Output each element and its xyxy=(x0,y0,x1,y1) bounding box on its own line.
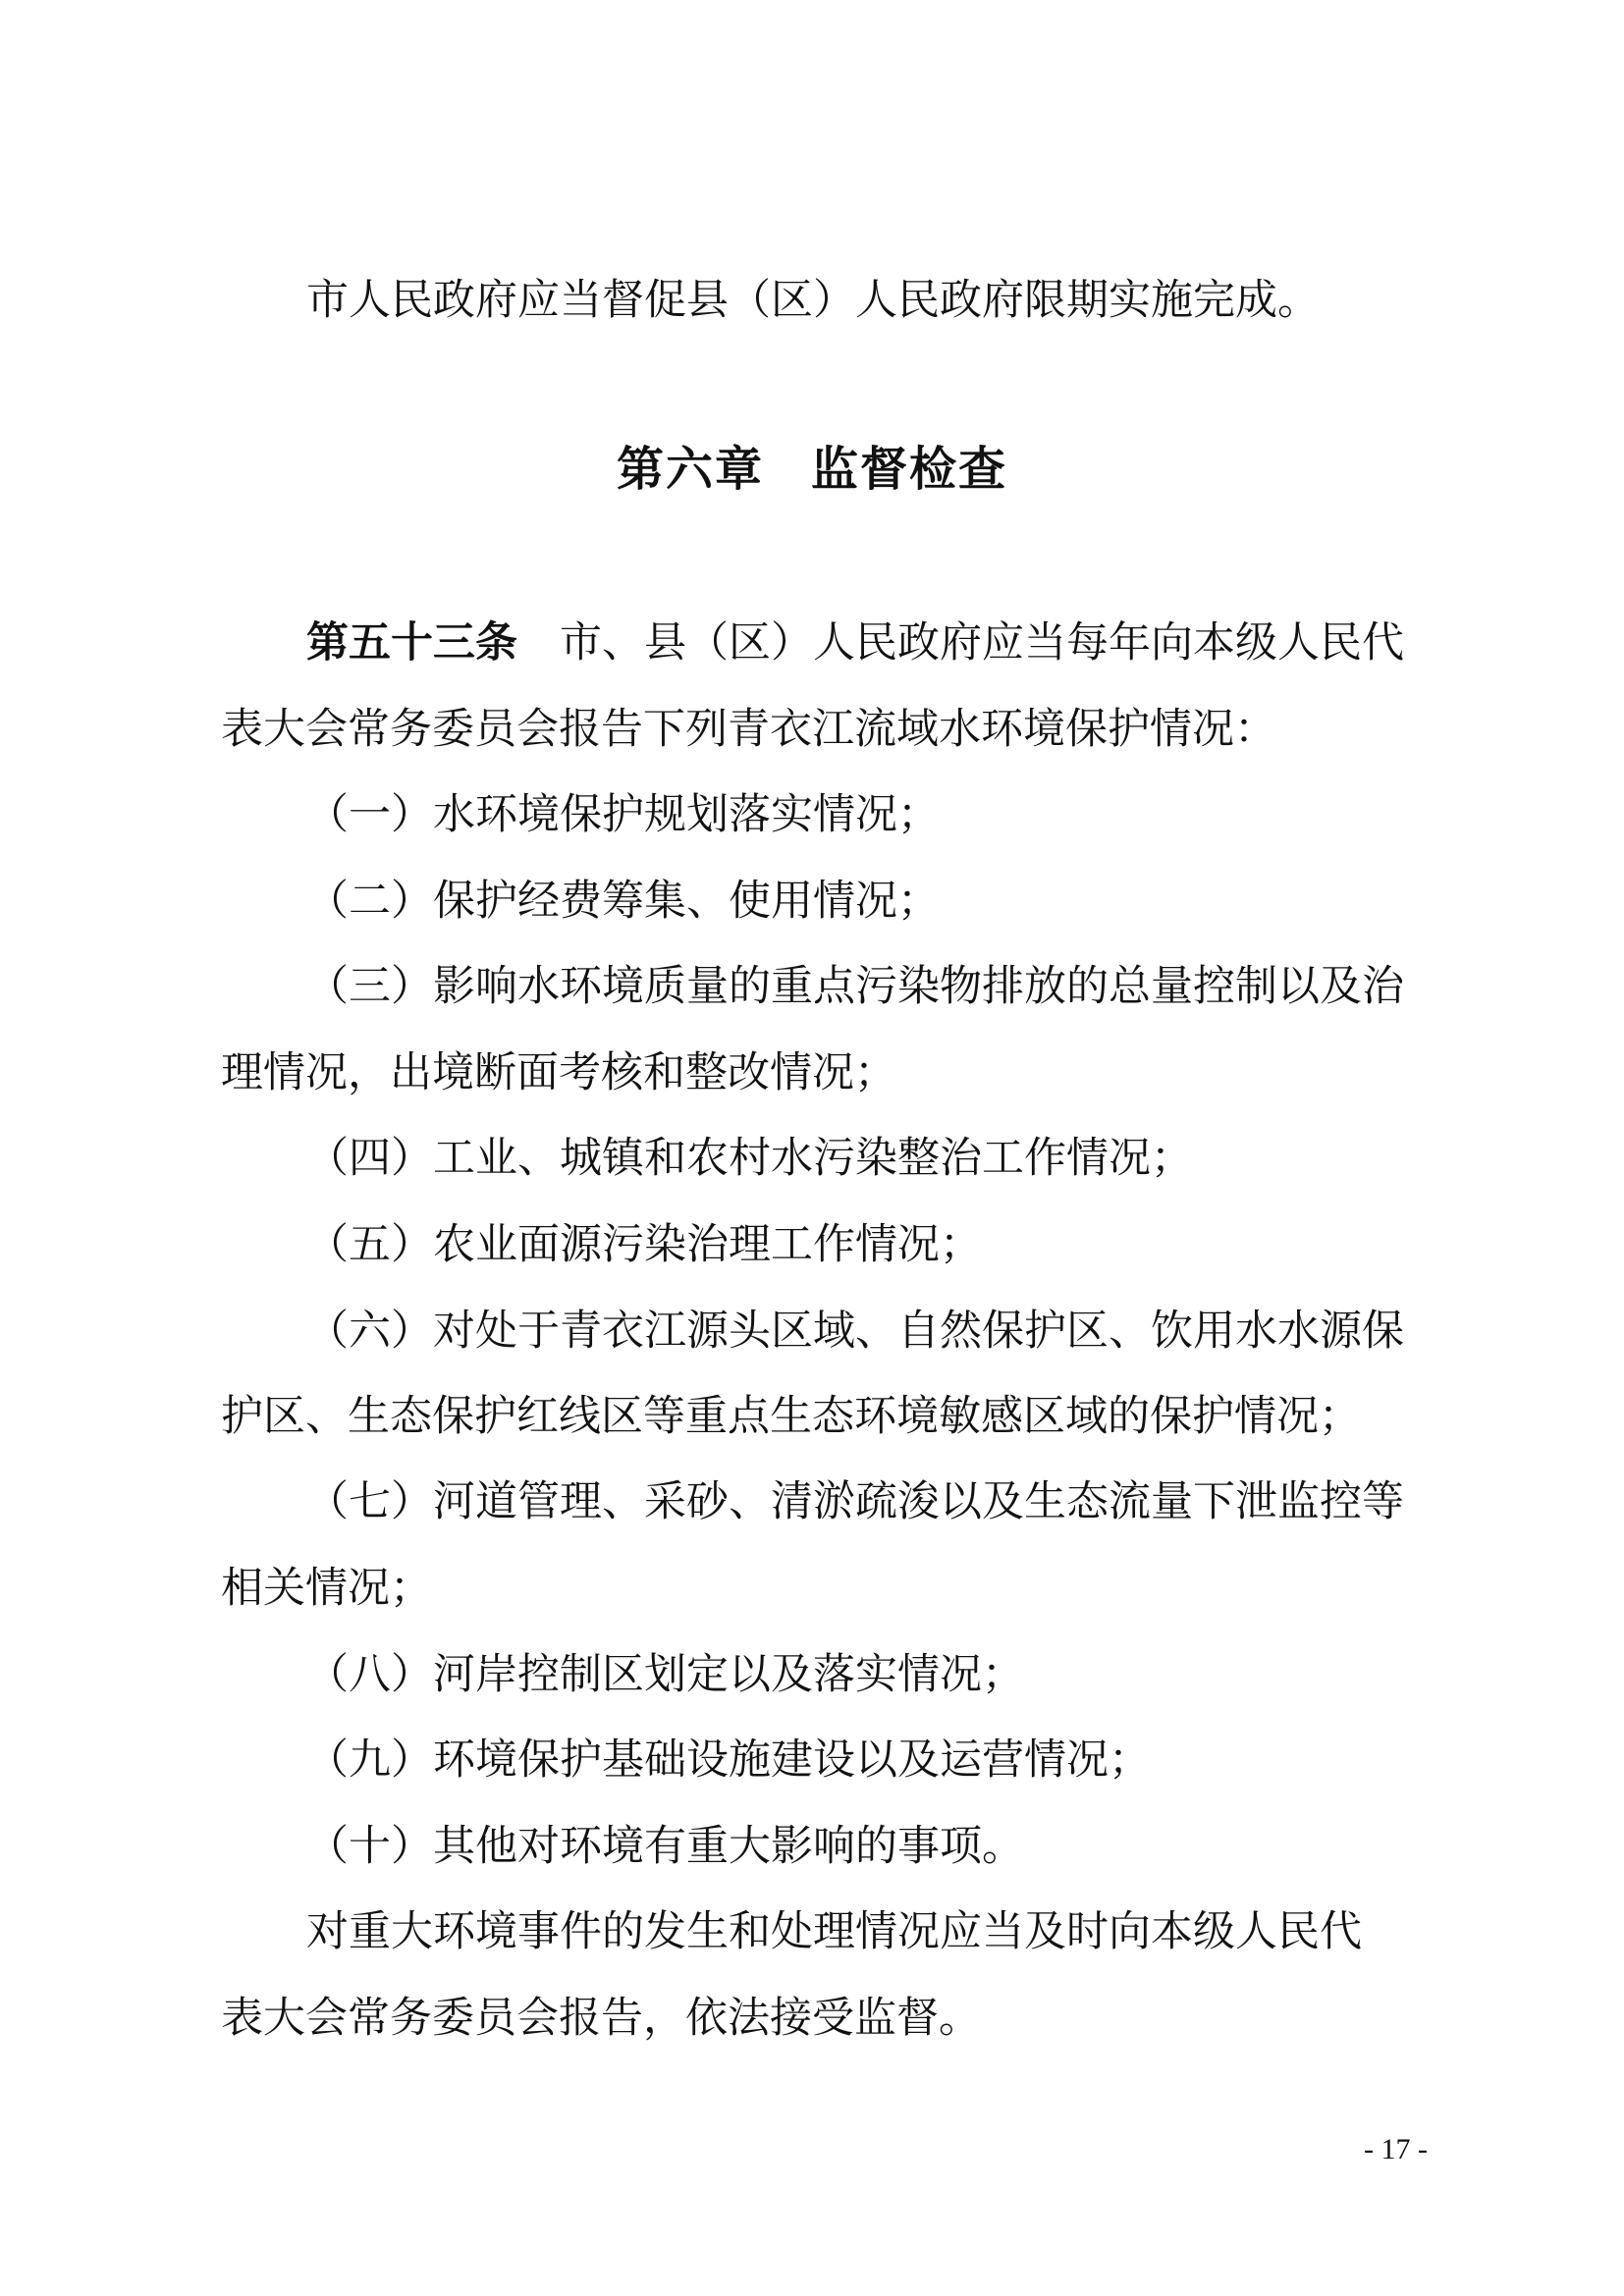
article-item-3-line-1: （三）影响水环境质量的重点污染物排放的总量控制以及治 xyxy=(306,962,1404,1011)
chapter-heading xyxy=(0,440,1624,499)
article-item-8: （八）河岸控制区划定以及落实情况； xyxy=(306,1650,1024,1699)
closing-paragraph-line-2: 表大会常务委员会报告，依法接受监督。 xyxy=(221,1994,981,2043)
article-item-5: （五）农业面源污染治理工作情况； xyxy=(306,1220,982,1269)
chapter-number: 第六章 xyxy=(616,442,764,497)
article-item-6-line-1: （六）对处于青衣江源头区域、自然保护区、饮用水水源保 xyxy=(306,1307,1404,1356)
page-number: - 17 - xyxy=(1364,2133,1428,2165)
article-number: 第五十三条 xyxy=(306,618,517,667)
article-item-9: （九）环境保护基础设施建设以及运营情况； xyxy=(306,1735,1151,1785)
article-item-3-line-2: 理情况，出境断面考核和整改情况； xyxy=(221,1048,896,1097)
opening-paragraph: 市人民政府应当督促县（区）人民政府限期实施完成。 xyxy=(306,276,1320,325)
closing-paragraph-line-1: 对重大环境事件的发生和处理情况应当及时向本级人民代 xyxy=(306,1907,1362,1956)
article-item-1: （一）水环境保护规划落实情况； xyxy=(306,790,940,839)
chapter-title: 监督检查 xyxy=(811,442,1008,497)
article-item-10: （十）其他对环境有重大影响的事项。 xyxy=(306,1822,1024,1871)
article-item-4: （四）工业、城镇和农村水污染整治工作情况； xyxy=(306,1134,1193,1183)
article-intro-line-2: 表大会常务委员会报告下列青衣江流域水环境保护情况： xyxy=(221,705,1276,754)
article-53-line-1 xyxy=(306,614,1514,672)
article-item-2: （二）保护经费筹集、使用情况； xyxy=(306,877,940,926)
article-item-7-line-1: （七）河道管理、采砂、清淤疏浚以及生态流量下泄监控等 xyxy=(306,1477,1404,1526)
article-item-6-line-2: 护区、生态保护红线区等重点生态环境敏感区域的保护情况； xyxy=(221,1392,1361,1441)
article-item-7-line-2: 相关情况； xyxy=(221,1564,432,1613)
article-intro-line-1: 市、县（区）人民政府应当每年向本级人民代 xyxy=(560,618,1404,667)
